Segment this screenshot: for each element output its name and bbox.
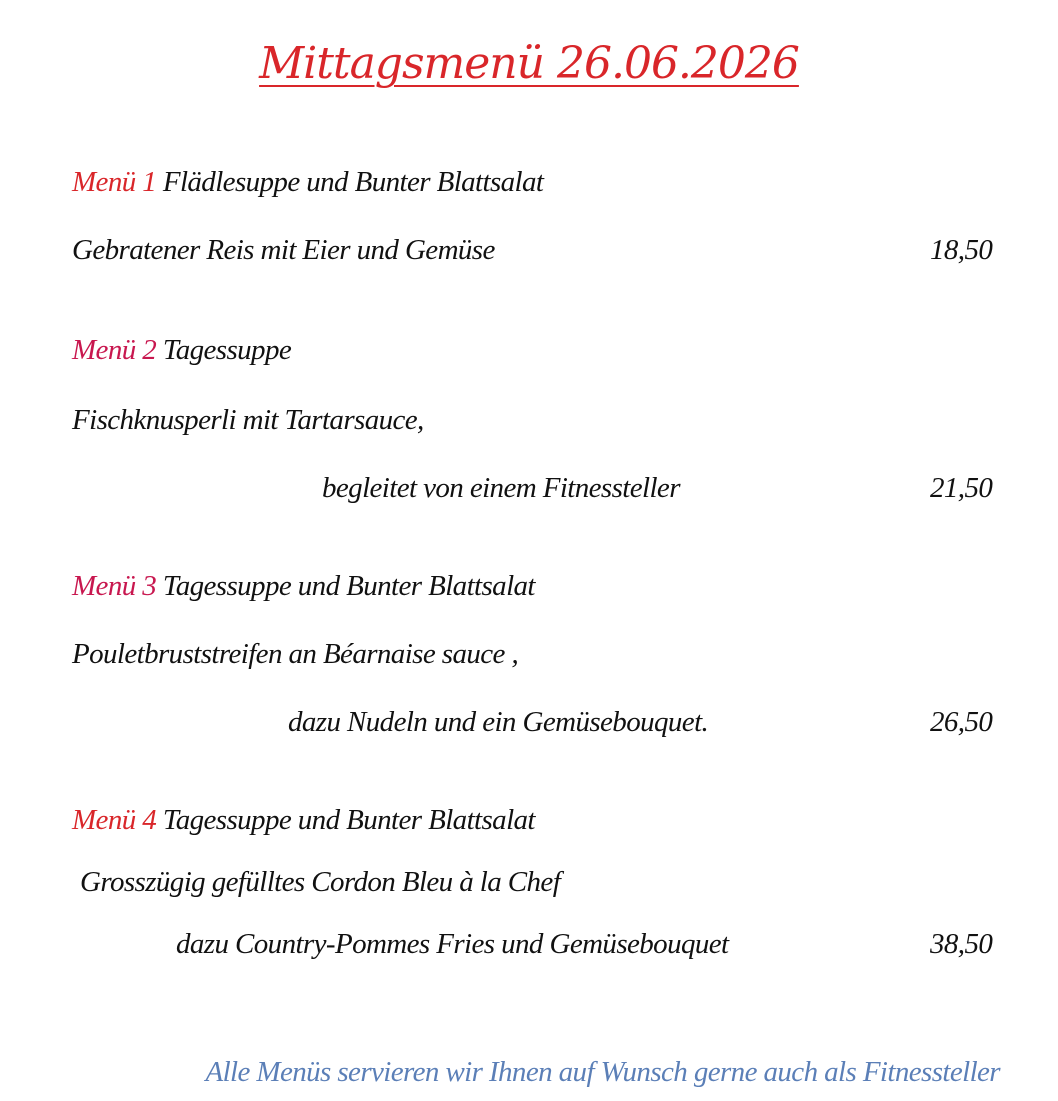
menu-1-label: Menü 1 <box>72 166 157 198</box>
menu-4-side: dazu Country-Pommes Fries und Gemüsebouquet <box>176 928 729 960</box>
menu-3-side: dazu Nudeln und ein Gemüsebouquet. <box>288 706 709 738</box>
menu-4-starter: Tagessuppe und Bunter Blattsalat <box>156 804 535 836</box>
menu-1-heading <box>72 168 543 197</box>
menu-2-price: 21,50 <box>930 472 993 504</box>
menu-2-label: Menü 2 <box>72 334 157 366</box>
menu-3-price: 26,50 <box>930 706 993 738</box>
footer-note: Alle Menüs servieren wir Ihnen auf Wunsch gerne auch als Fitnessteller <box>205 1056 1000 1088</box>
menu-4-label: Menü 4 <box>72 804 157 836</box>
menu-4-main: Grosszügig gefülltes Cordon Bleu à la Chef <box>80 866 561 898</box>
menu-4-price: 38,50 <box>930 928 993 960</box>
menu-2-side: begleitet von einem Fitnessteller <box>322 472 680 504</box>
menu-2-main: Fischknusperli mit Tartarsauce, <box>72 404 424 436</box>
page-title: Mittagsmenü 26.06.2026 <box>259 38 799 89</box>
menu-1-starter: Flädlesuppe und Bunter Blattsalat <box>156 166 544 198</box>
menu-2-starter: Tagessuppe <box>156 334 292 366</box>
menu-1-main: Gebratener Reis mit Eier und Gemüse <box>72 234 495 266</box>
menu-3-starter: Tagessuppe und Bunter Blattsalat <box>156 570 535 602</box>
menu-3-label: Menü 3 <box>72 570 157 602</box>
menu-4-heading <box>72 806 535 835</box>
menu-3-main: Pouletbruststreifen an Béarnaise sauce , <box>72 638 519 670</box>
menu-2-heading <box>72 336 291 365</box>
menu-3-heading <box>72 572 535 601</box>
menu-1-price: 18,50 <box>930 234 993 266</box>
